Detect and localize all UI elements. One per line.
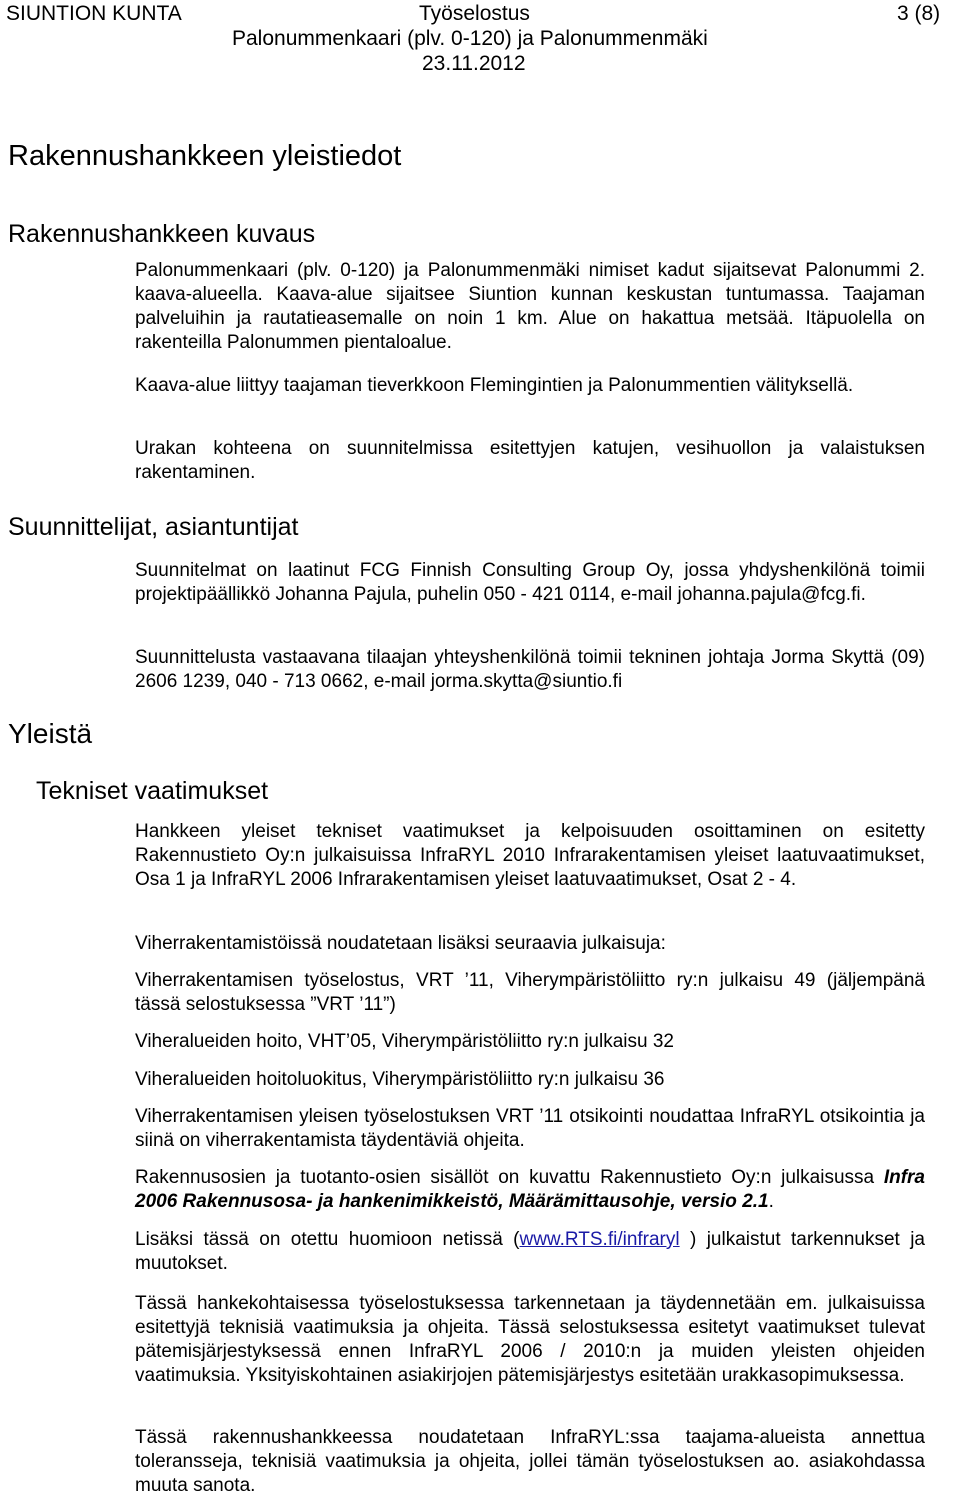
- paragraph-vrt11-titles: Viherrakentamisen yleisen työselostuksen VRT ’11 otsikointi noudattaa InfraRYL otsikointia ja siinä on viherrakentamista täydentäviä ohjeita.: [135, 1106, 925, 1151]
- heading-rakennushankkeen-yleistiedot: Rakennushankkeen yleistiedot: [8, 140, 402, 172]
- paragraph-description: Palonummenkaari (plv. 0-120) ja Palonummenmäki nimiset kadut sijaitsevat Palonummi 2. kaava-alueella. Kaava-alue sijaitsee Siuntion kunnan keskustan tuntumassa. Taajaman palveluihin ja rautatieasemalle on noin 1 km. Alue on hakattua metsää. Itäpuolella on rakenteilla Palonummen pientaloalue.: [135, 260, 925, 353]
- heading-suunnittelijat: Suunnittelijat, asiantuntijat: [8, 513, 299, 541]
- paragraph-classification: Viheralueiden hoitoluokitus, Viherympäristöliitto ry:n julkaisu 36: [135, 1069, 665, 1090]
- paragraph-client-contact: Suunnittelusta vastaavana tilaajan yhteyshenkilönä toimii tekninen johtaja Jorma Skyttä (09) 2606 1239, 040 - 713 0662, e-mail jorma.skytta@siuntio.fi: [135, 647, 925, 692]
- header-page-number: 3 (8): [897, 2, 941, 25]
- paragraph-designers: Suunnitelmat on laatinut FCG Finnish Consulting Group Oy, jossa yhdyshenkilönä toimii projektipäällikkö Johanna Pajula, puhelin 050 - 421 0114, e-mail johanna.pajula@fcg.fi.: [135, 560, 925, 605]
- heading-tekniset-vaatimukset: Tekniset vaatimukset: [36, 777, 269, 805]
- paragraph-contract-scope: Urakan kohteena on suunnitelmissa esitettyjen katujen, vesihuollon ja valaistuksen rakentaminen.: [135, 438, 925, 483]
- paragraph-project-specific: Tässä hankekohtaisessa työselostuksessa tarkennetaan ja täydennetään em. julkaisuissa esitettyjä teknisiä vaatimuksia ja ohjeita. Tässä selostuksessa esitetyt vaatimukset tulevat pätemisjärjestyksessä ennen InfraRYL 2006 / 2010:n ja muiden yleisten ohjeiden vaatimuksia. Yksityiskohtainen asiakirjojen pätemisjärjestys esitetään urakkasopimuksessa.: [135, 1293, 925, 1386]
- paragraph-building-parts-text: Rakennusosien ja tuotanto-osien sisällöt on kuvattu Rakennustieto Oy:n julkaisussa: [135, 1167, 884, 1188]
- paragraph-tolerances: Tässä rakennushankkeessa noudatetaan InfraRYL:ssa taajama-alueista annettua toleransseja, teknisiä vaatimuksia ja ohjeita, jollei tämän työselostuksen ao. asiakohdassa muuta sanota.: [135, 1427, 925, 1496]
- paragraph-building-parts-end: .: [768, 1191, 774, 1212]
- paragraph-online-updates-text: Lisäksi tässä on otettu huomioon netissä (: [135, 1229, 520, 1250]
- rts-infraryl-link[interactable]: www.RTS.fi/infraryl: [519, 1229, 680, 1250]
- publication-title: Infra 2006 Rakennusosa- ja hankenimikkeistö, Määrämittausohje, versio 2.1: [135, 1167, 925, 1212]
- header-date: 23.11.2012: [422, 52, 526, 75]
- paragraph-vrt11: Viherrakentamisen työselostus, VRT ’11, Viherympäristöliitto ry:n julkaisu 49 (jäljempänä tässä selostuksessa ”VRT ’11”): [135, 970, 925, 1015]
- paragraph-road-network: Kaava-alue liittyy taajaman tieverkkoon Flemingintien ja Palonummentien välityksellä.: [135, 375, 854, 396]
- header-subject: Palonummenkaari (plv. 0-120) ja Palonummenmäki: [232, 27, 708, 50]
- paragraph-vht05: Viheralueiden hoito, VHT’05, Viherympäristöliitto ry:n julkaisu 32: [135, 1031, 674, 1052]
- header-organization: SIUNTION KUNTA: [6, 2, 182, 25]
- paragraph-landscaping-publications: Viherrakentamistöissä noudatetaan lisäksi seuraavia julkaisuja:: [135, 933, 666, 954]
- header-document-type: Työselostus: [419, 2, 530, 25]
- paragraph-online-updates-end: ) julkaistut tarkennukset ja muutokset.: [135, 1229, 925, 1274]
- paragraph-building-parts: [135, 1166, 925, 1214]
- heading-rakennushankkeen-kuvaus: Rakennushankkeen kuvaus: [8, 220, 316, 248]
- paragraph-general-requirements: Hankkeen yleiset tekniset vaatimukset ja kelpoisuuden osoittaminen on esitetty Rakennustieto Oy:n julkaisuissa InfraRYL 2010 Infrarakentamisen yleiset laatuvaatimukset, Osa 1 ja InfraRYL 2006 Infrarakentamisen yleiset laatuvaatimukset, Osat 2 - 4.: [135, 821, 925, 890]
- heading-yleista: Yleistä: [8, 718, 93, 749]
- paragraph-online-updates: [135, 1228, 925, 1276]
